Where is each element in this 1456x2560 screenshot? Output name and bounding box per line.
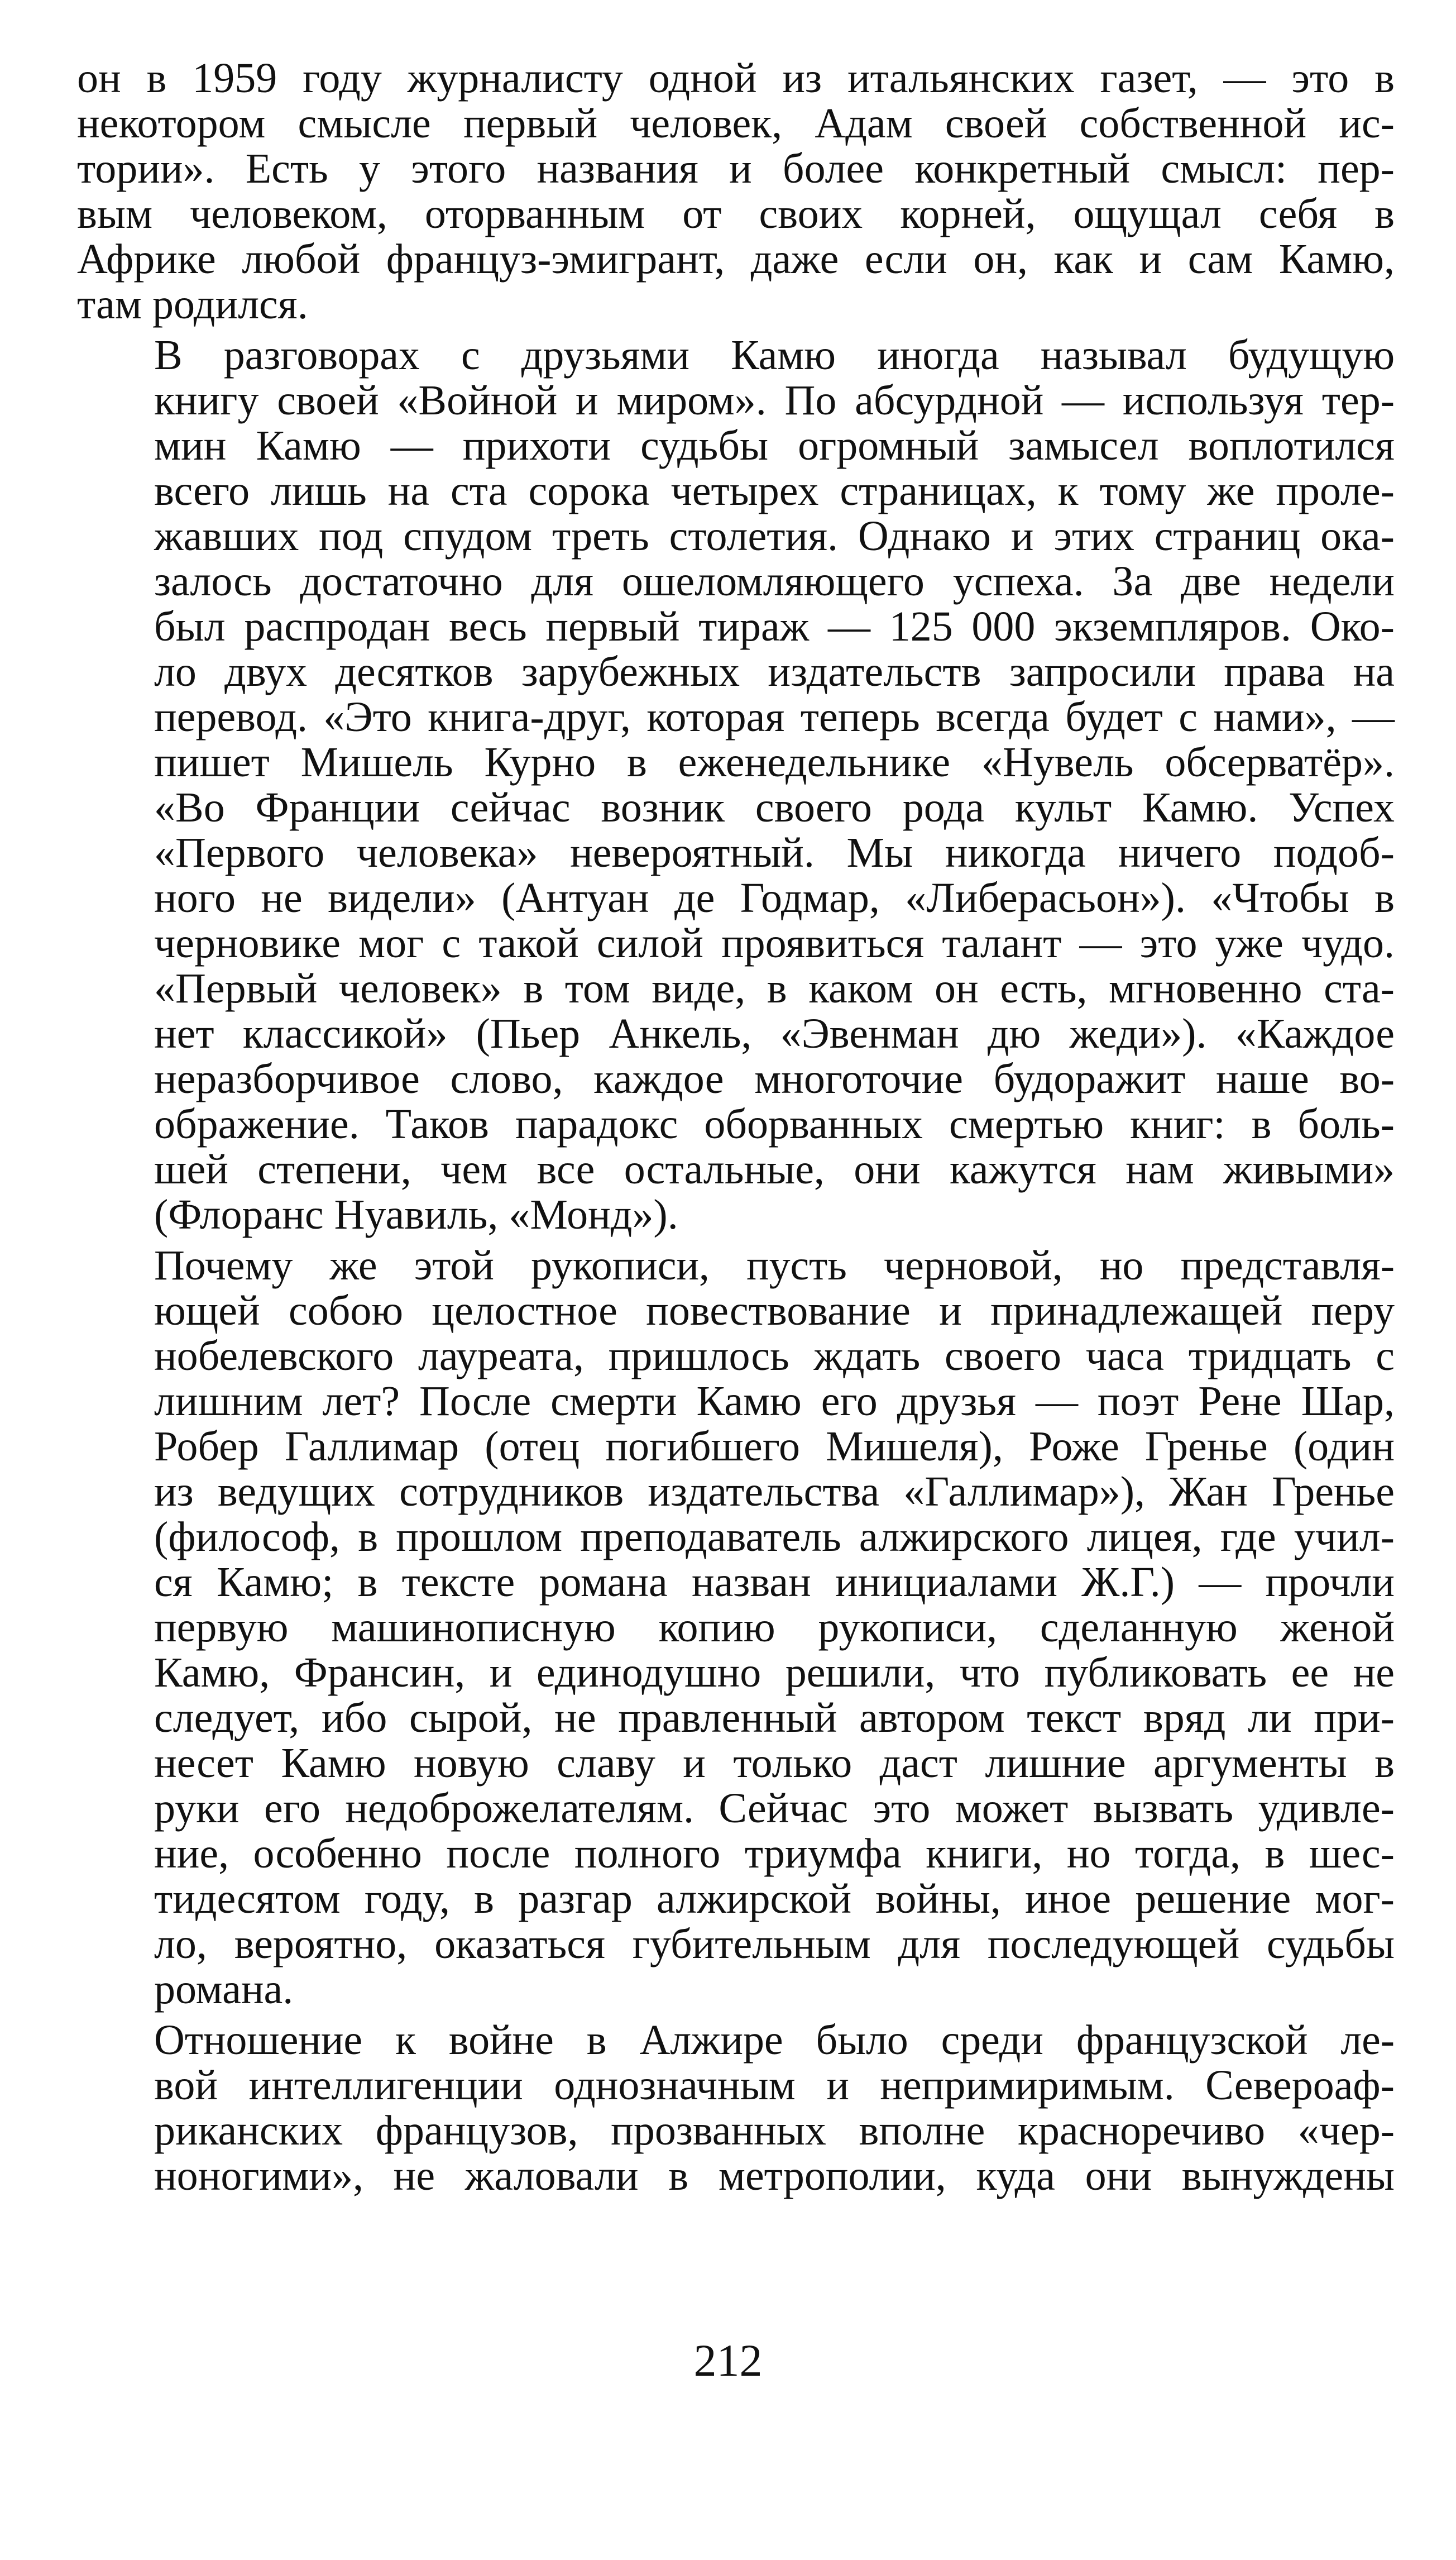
text-line: нобелевского лауреата, пришлось ждать своего часа тридцать с xyxy=(154,1332,1395,1379)
text-line: тидесятом году, в разгар алжирской войны, иное решение мог- xyxy=(154,1875,1395,1922)
text-line: пишет Мишель Курно в еженедельнике «Нувель обсерватёр». xyxy=(154,739,1395,786)
text-line: ло двух десятков зарубежных издательств запросили права на xyxy=(154,648,1395,695)
text-line: ображение. Таков парадокс оборванных смертью книг: в боль- xyxy=(154,1101,1395,1148)
text-line: (Флоранс Нуавиль, «Монд»). xyxy=(154,1191,678,1238)
text-line: Африке любой француз-эмигрант, даже если он, как и сам Камю, xyxy=(77,236,1395,283)
text-line: «Во Франции сейчас возник своего рода культ Камю. Успех xyxy=(154,784,1395,831)
text-line: риканских французов, прозванных вполне красноречиво «чер- xyxy=(154,2107,1395,2154)
text-line: В разговорах с друзьями Камю иногда называл будущую xyxy=(154,332,1395,379)
text-line: несет Камю новую славу и только даст лишние аргументы в xyxy=(154,1740,1395,1787)
text-line: первую машинописную копию рукописи, сделанную женой xyxy=(154,1604,1395,1651)
text-line: ло, вероятно, оказаться губительным для последующей судьбы xyxy=(154,1921,1395,1967)
text-line: вой интеллигенции однозначным и непримиримым. Североаф- xyxy=(154,2062,1395,2109)
text-line: Почему же этой рукописи, пусть черновой, но представля- xyxy=(154,1242,1395,1289)
text-line: лишним лет? После смерти Камю его друзья — поэт Рене Шар, xyxy=(154,1378,1395,1425)
text-line: жавших под спудом треть столетия. Однако и этих страниц ока- xyxy=(154,513,1395,560)
text-line: Камю, Франсин, и единодушно решили, что публиковать ее не xyxy=(154,1649,1395,1696)
text-line: ся Камю; в тексте романа назван инициалами Ж.Г.) — прочли xyxy=(154,1559,1395,1606)
text-line: неразборчивое слово, каждое многоточие будоражит наше во- xyxy=(154,1055,1395,1102)
text-line: ноногими», не жаловали в метрополии, куда они вынуждены xyxy=(154,2152,1395,2199)
text-line: книгу своей «Войной и миром». По абсурдной — используя тер- xyxy=(154,377,1395,424)
text-line: ние, особенно после полного триумфа книги, но тогда, в шес- xyxy=(154,1830,1395,1877)
text-line: там родился. xyxy=(77,281,308,328)
text-line: ющей собою целостное повествование и принадлежащей перу xyxy=(154,1287,1395,1334)
text-line: перевод. «Это книга-друг, которая теперь всегда будет с нами», — xyxy=(154,694,1395,741)
text-line: Робер Галлимар (отец погибшего Мишеля), Роже Гренье (один xyxy=(154,1423,1395,1470)
text-line: он в 1959 году журналисту одной из итальянских газет, — это в xyxy=(77,55,1395,102)
text-line: ного не видели» (Антуан де Годмар, «Либерасьон»). «Чтобы в xyxy=(154,875,1395,921)
body-text xyxy=(77,56,1395,2204)
text-line: романа. xyxy=(154,1966,294,2013)
text-line: вым человеком, оторванным от своих корней, ощущал себя в xyxy=(77,190,1395,237)
paragraph xyxy=(77,56,1395,327)
paragraph xyxy=(77,2018,1395,2199)
text-line: некотором смысле первый человек, Адам своей собственной ис- xyxy=(77,100,1395,147)
text-line: (философ, в прошлом преподаватель алжирского лицея, где учил- xyxy=(154,1513,1395,1560)
text-line: руки его недоброжелателям. Сейчас это может вызвать удивле- xyxy=(154,1785,1395,1832)
text-line: следует, ибо сырой, не правленный автором текст вряд ли при- xyxy=(154,1694,1395,1741)
text-line: черновике мог с такой силой проявиться талант — это уже чудо. xyxy=(154,920,1395,967)
paragraph xyxy=(77,333,1395,1238)
page-number: 212 xyxy=(693,2335,763,2386)
text-line: из ведущих сотрудников издательства «Галлимар»), Жан Гренье xyxy=(154,1468,1395,1515)
text-line: «Первого человека» невероятный. Мы никогда ничего подоб- xyxy=(154,829,1395,876)
text-line: Отношение к войне в Алжире было среди французской ле- xyxy=(154,2017,1395,2064)
text-line: шей степени, чем все остальные, они кажутся нам живыми» xyxy=(154,1146,1395,1193)
text-line: тории». Есть у этого названия и более конкретный смысл: пер- xyxy=(77,145,1395,192)
text-line: мин Камю — прихоти судьбы огромный замысел воплотился xyxy=(154,422,1395,469)
text-line: залось достаточно для ошеломляющего успеха. За две недели xyxy=(154,558,1395,605)
paragraph xyxy=(77,1243,1395,2012)
text-line: был распродан весь первый тираж — 125 000 экземпляров. Око- xyxy=(154,603,1395,650)
text-line: «Первый человек» в том виде, в каком он есть, мгновенно ста- xyxy=(154,965,1395,1012)
text-line: нет классикой» (Пьер Анкель, «Эвенман дю жеди»). «Каждое xyxy=(154,1010,1395,1057)
text-line: всего лишь на ста сорока четырех страницах, к тому же проле- xyxy=(154,467,1395,514)
